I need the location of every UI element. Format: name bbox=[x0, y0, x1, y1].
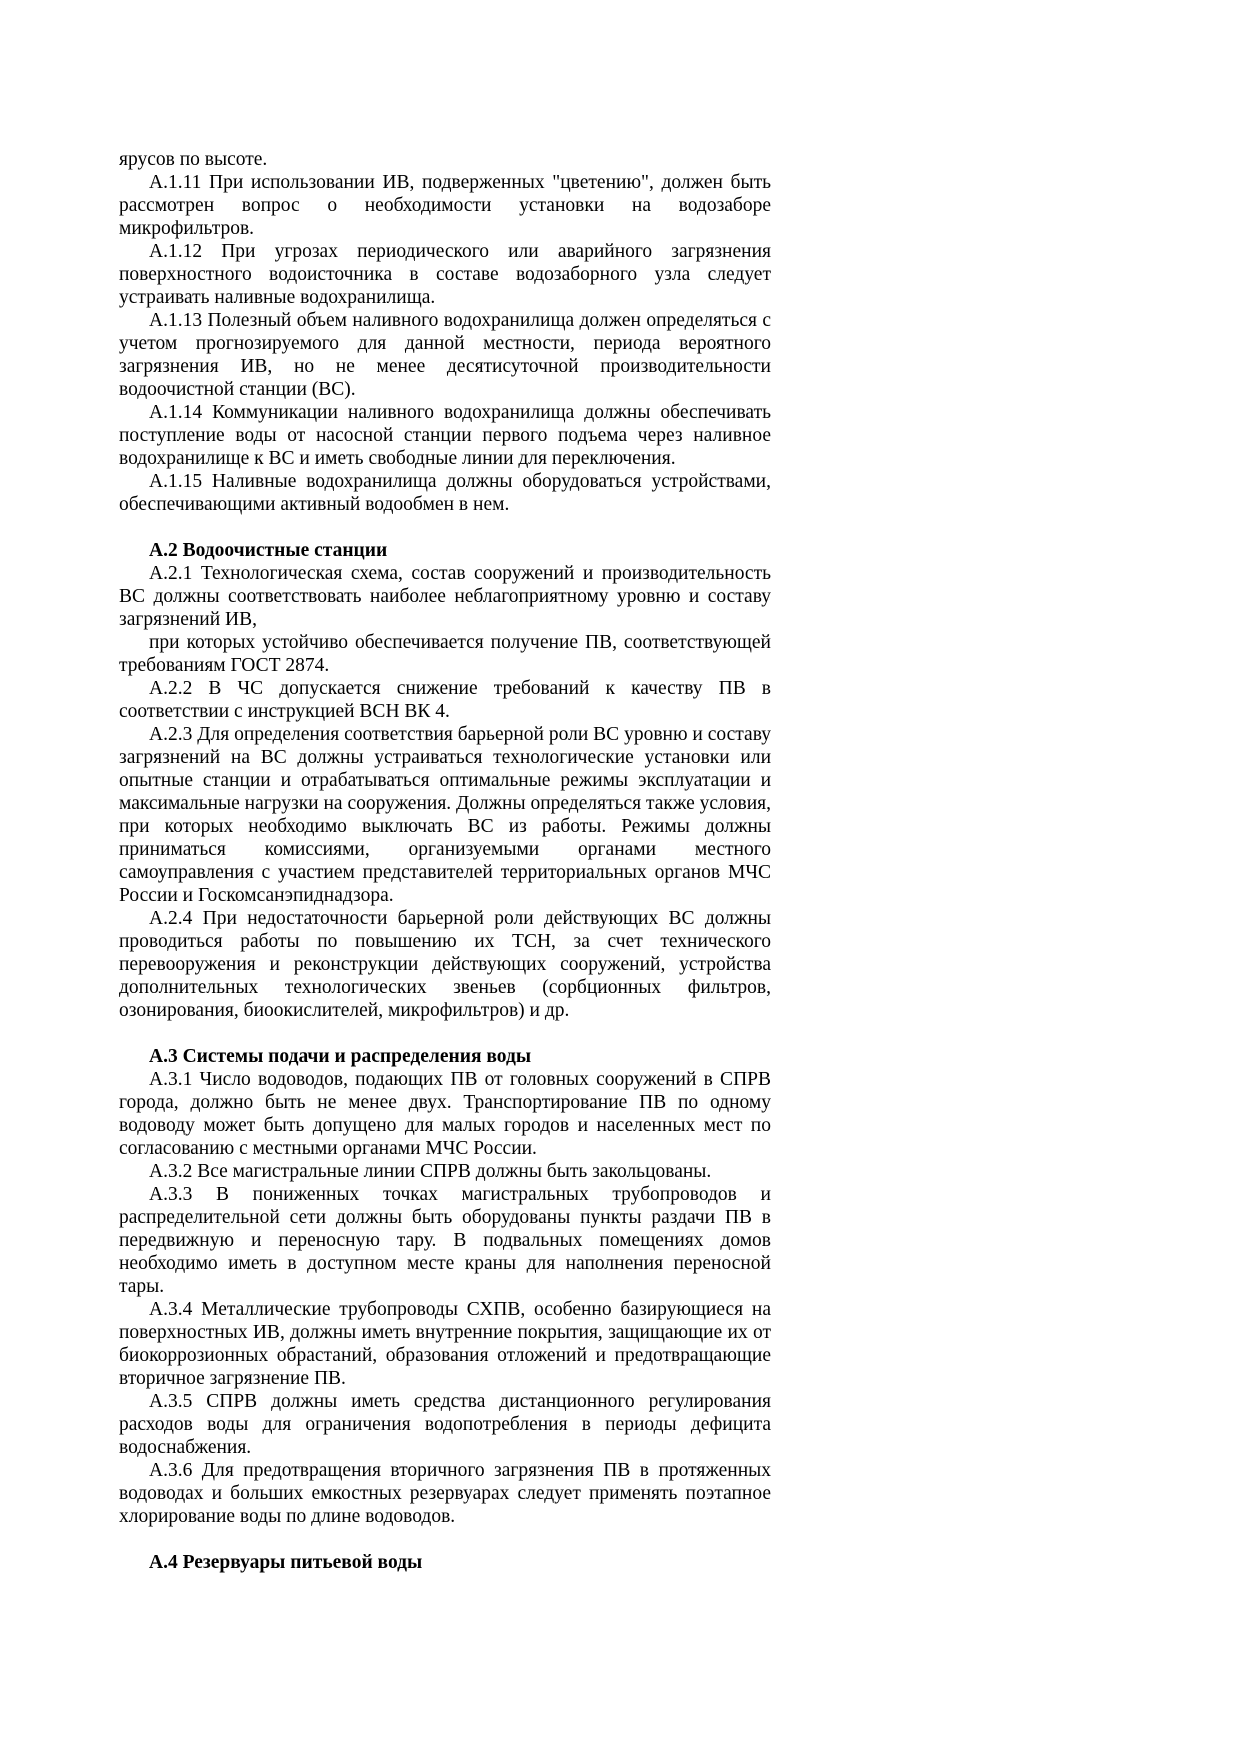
paragraph-a1-11: А.1.11 При использовании ИВ, подверженных "цветению", должен быть рассмотрен вопрос о необходимости установки на водозаборе микрофильтров. bbox=[119, 172, 771, 239]
paragraph-a1-12: А.1.12 При угрозах периодического или аварийного загрязнения поверхностного водоисточника в составе водозаборного узла следует устраивать наливные водохранилища. bbox=[119, 241, 771, 308]
paragraph-a2-2: А.2.2 В ЧС допускается снижение требований к качеству ПВ в соответствии с инструкцией ВСН ВК 4. bbox=[119, 678, 771, 722]
section-heading-a3: А.3 Системы подачи и распределения воды bbox=[149, 1046, 532, 1067]
paragraph-a1-10-tail: ярусов по высоте. bbox=[119, 149, 268, 170]
section-heading-a2: А.2 Водоочистные станции bbox=[149, 540, 388, 561]
paragraph-a3-4: А.3.4 Металлические трубопроводы СХПВ, особенно базирующиеся на поверхностных ИВ, должны иметь внутренние покрытия, защищающие их от биокоррозионных обрастаний, образования отложений и предотвращающие вторичное загрязнение ПВ. bbox=[119, 1299, 771, 1389]
document-page bbox=[119, 148, 771, 1574]
paragraph-a2-1: А.2.1 Технологическая схема, состав сооружений и производительность ВС должны соответствовать наиболее неблагоприятному уровню и составу загрязнений ИВ, bbox=[119, 563, 771, 630]
paragraph-a2-3: А.2.3 Для определения соответствия барьерной роли ВС уровню и составу загрязнений на ВС должны устраиваться технологические установки или опытные станции и отрабатываться оптимальные режимы эксплуатации и максимальные нагрузки на сооружения. Должны определяться также условия, при которых необходимо выключать ВС из работы. Режимы должны приниматься комиссиями, организуемыми органами местного самоуправления с участием представителей территориальных органов МЧС России и Госкомсанэпиднадзора. bbox=[119, 724, 771, 906]
paragraph-a2-1-continued: при которых устойчиво обеспечивается получение ПВ, соответствующей требованиям ГОСТ 2874. bbox=[119, 632, 771, 676]
paragraph-a3-6: А.3.6 Для предотвращения вторичного загрязнения ПВ в протяженных водоводах и больших емкостных резервуарах следует применять поэтапное хлорирование воды по длине водоводов. bbox=[119, 1460, 771, 1527]
section-heading-a4: А.4 Резервуары питьевой воды bbox=[149, 1552, 423, 1573]
paragraph-a1-14: А.1.14 Коммуникации наливного водохранилища должны обеспечивать поступление воды от насосной станции первого подъема через наливное водохранилище к ВС и иметь свободные линии для переключения. bbox=[119, 402, 771, 469]
paragraph-a3-5: А.3.5 СПРВ должны иметь средства дистанционного регулирования расходов воды для ограничения водопотребления в периоды дефицита водоснабжения. bbox=[119, 1391, 771, 1458]
paragraph-a3-2: А.3.2 Все магистральные линии СПРВ должны быть закольцованы. bbox=[149, 1161, 712, 1182]
paragraph-a2-4: А.2.4 При недостаточности барьерной роли действующих ВС должны проводиться работы по повышению их ТСН, за счет технического перевооружения и реконструкции действующих сооружений, устройства дополнительных технологических звеньев (сорбционных фильтров, озонирования, биоокислителей, микрофильтров) и др. bbox=[119, 908, 771, 1021]
paragraph-a1-13: А.1.13 Полезный объем наливного водохранилища должен определяться с учетом прогнозируемого для данной местности, периода вероятного загрязнения ИВ, но не менее десятисуточной производительности водоочистной станции (ВС). bbox=[119, 310, 771, 400]
paragraph-a1-15: А.1.15 Наливные водохранилища должны оборудоваться устройствами, обеспечивающими активный водообмен в нем. bbox=[119, 471, 771, 515]
paragraph-a3-3: А.3.3 В пониженных точках магистральных трубопроводов и распределительной сети должны быть оборудованы пункты раздачи ПВ в передвижную и переносную тару. В подвальных помещениях домов необходимо иметь в доступном месте краны для наполнения переносной тары. bbox=[119, 1184, 771, 1297]
paragraph-a3-1: А.3.1 Число водоводов, подающих ПВ от головных сооружений в СПРВ города, должно быть не менее двух. Транспортирование ПВ по одному водоводу может быть допущено для малых городов и населенных мест по согласованию с местными органами МЧС России. bbox=[119, 1069, 771, 1159]
